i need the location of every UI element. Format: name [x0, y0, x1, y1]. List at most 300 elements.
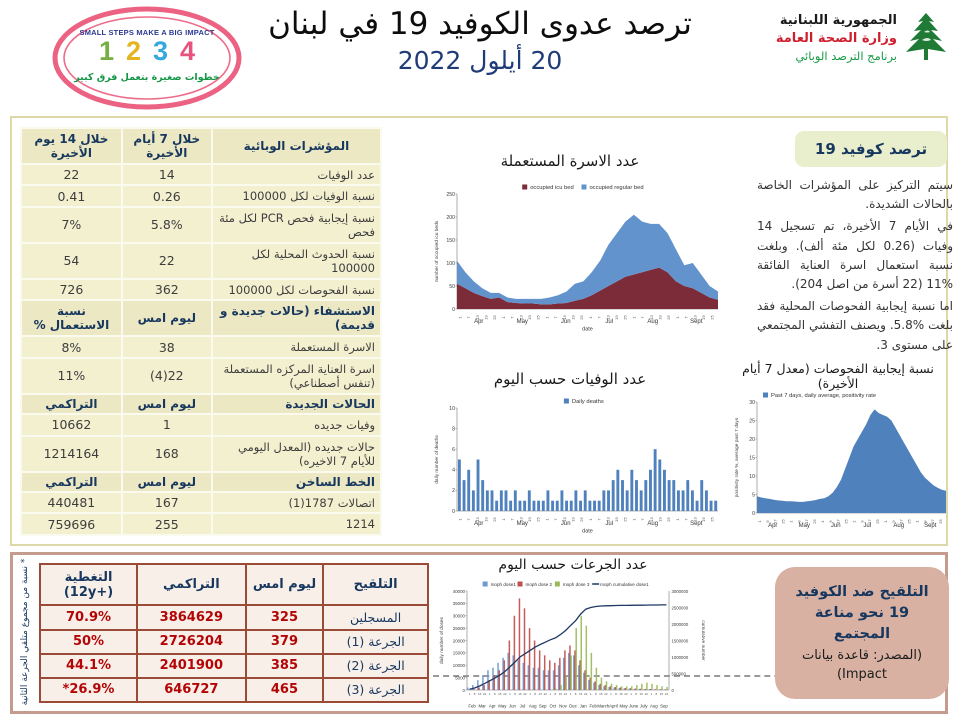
svg-text:13: 13: [561, 517, 567, 522]
vacc-data-row: [40, 678, 428, 702]
svg-text:1: 1: [819, 520, 825, 523]
epi-data-row: [21, 436, 381, 472]
epi-section-row: [21, 300, 381, 336]
epi-data-row: [21, 358, 381, 394]
stamp-numbers: [52, 36, 242, 67]
summary-paragraph: في الأيام 7 الأخيرة، تم تسجيل 14 وفيات (0.26 لكل مئة ألف). وبلغت نسبة استعمال اسرة العناية الفائقة %11 (22 أسرة من اصل 204).: [757, 219, 953, 291]
svg-text:19: 19: [613, 517, 619, 522]
table-cell: 1214: [212, 513, 381, 535]
stamp-slogan-en: SMALL STEPS MAKE A BIG IMPACT: [79, 28, 215, 37]
svg-text:occupied icu bed: occupied icu bed: [530, 185, 574, 191]
svg-text:35000: 35000: [452, 601, 465, 607]
svg-text:Feb: Feb: [589, 703, 597, 709]
table-cell: 726: [21, 279, 122, 300]
svg-text:Jul: Jul: [863, 523, 872, 529]
svg-text:9: 9: [764, 520, 770, 523]
svg-text:17: 17: [772, 519, 778, 524]
svg-text:June: June: [628, 703, 639, 709]
svg-text:Oct: Oct: [549, 703, 557, 709]
svg-text:Feb: Feb: [468, 703, 476, 709]
svg-text:15: 15: [578, 692, 583, 696]
svg-text:13: 13: [518, 517, 524, 522]
svg-text:1: 1: [569, 692, 572, 696]
svg-text:22: 22: [523, 692, 527, 696]
svg-text:Jul: Jul: [519, 703, 526, 709]
svg-text:date: date: [582, 326, 593, 332]
svg-text:25: 25: [709, 315, 715, 320]
svg-text:Apr: Apr: [474, 521, 484, 527]
svg-text:25000: 25000: [452, 625, 465, 631]
svg-text:number of occupied icu beds: number of occupied icu beds: [435, 220, 440, 283]
svg-text:1: 1: [457, 518, 463, 521]
table-cell: 22(4): [122, 358, 212, 394]
surveillance-heading-box: [795, 131, 947, 167]
table-cell: 0.26: [122, 185, 212, 206]
svg-text:25: 25: [875, 519, 881, 524]
svg-text:15: 15: [558, 692, 563, 696]
svg-text:8: 8: [615, 692, 617, 696]
table-cell: التراكمي: [137, 564, 246, 605]
svg-text:Jun: Jun: [560, 319, 571, 325]
table-cell: الخط الساخن: [212, 472, 381, 492]
svg-text:May: May: [516, 521, 528, 527]
svg-text:22: 22: [604, 692, 608, 696]
svg-text:1: 1: [674, 316, 680, 319]
svg-text:1: 1: [544, 518, 550, 521]
occupied-beds-chart: [432, 180, 724, 332]
svg-text:22: 22: [543, 692, 547, 696]
svg-text:daily number of deaths: daily number of deaths: [435, 435, 440, 484]
svg-text:Apr: Apr: [768, 523, 778, 529]
svg-text:7: 7: [683, 518, 689, 521]
svg-text:1: 1: [509, 692, 511, 696]
svg-text:13: 13: [648, 517, 654, 522]
table-cell: ليوم امس: [122, 394, 212, 414]
svg-text:4: 4: [452, 467, 455, 474]
table-cell: 2726204: [137, 630, 246, 654]
svg-text:8: 8: [493, 692, 496, 696]
svg-text:15: 15: [498, 692, 502, 696]
summary-paragraph: سيتم التركيز على المؤشرات الخاصة بالحالات الشديدة.: [757, 178, 953, 212]
svg-text:Sept: Sept: [690, 521, 703, 527]
svg-text:19: 19: [613, 315, 619, 320]
table-cell: 54: [21, 243, 122, 279]
svg-text:17: 17: [804, 519, 810, 524]
svg-text:Aug: Aug: [647, 521, 659, 527]
svg-text:9: 9: [922, 520, 928, 523]
epi-data-row: [21, 243, 381, 279]
table-cell: اتصالات 1787(1): [212, 492, 381, 513]
table-cell: التغطية (+12y): [40, 564, 137, 605]
svg-text:Sept: Sept: [924, 523, 937, 529]
svg-text:13: 13: [692, 315, 698, 320]
svg-text:17: 17: [835, 519, 841, 524]
svg-text:25: 25: [843, 519, 849, 524]
stamp-slogan-ar: خطوات صغيرة بتعمل فرق كبير: [74, 72, 220, 83]
svg-text:25: 25: [666, 517, 672, 522]
svg-text:1: 1: [468, 692, 471, 696]
svg-text:1: 1: [756, 520, 762, 523]
svg-text:7: 7: [640, 518, 646, 521]
surveillance-summary: [757, 176, 953, 358]
epi-data-row: [21, 492, 381, 513]
svg-text:Jun: Jun: [560, 521, 571, 527]
svg-text:May: May: [619, 703, 628, 709]
svg-text:25: 25: [666, 315, 672, 320]
svg-text:15: 15: [749, 455, 755, 462]
svg-text:1: 1: [500, 518, 506, 521]
svg-text:25: 25: [812, 519, 818, 524]
svg-text:13: 13: [605, 315, 611, 320]
stamp-number-1: 1: [98, 36, 114, 66]
svg-text:1: 1: [587, 316, 593, 319]
svg-text:9: 9: [890, 520, 896, 523]
table-cell: خلال 7 أيام الأخيرة: [122, 128, 212, 164]
svg-text:22: 22: [563, 692, 568, 696]
table-cell: نسبة إيجابية فحص PCR لكل مئة فحص: [212, 207, 381, 243]
table-cell: 44.1%: [40, 654, 137, 678]
svg-text:13: 13: [474, 315, 480, 320]
svg-text:1: 1: [488, 692, 491, 696]
table-cell: الجرعة (2): [323, 654, 428, 678]
svg-text:8: 8: [655, 692, 658, 696]
svg-text:9: 9: [859, 520, 865, 523]
svg-text:15: 15: [659, 692, 664, 696]
svg-text:25: 25: [535, 315, 541, 320]
svg-text:1: 1: [914, 520, 920, 523]
doses-chart-title: عدد الجرعات حسب اليوم: [498, 557, 648, 573]
svg-text:1: 1: [650, 692, 653, 696]
svg-text:1: 1: [587, 518, 593, 521]
svg-text:moph dose1: moph dose1: [490, 582, 516, 587]
svg-text:30: 30: [749, 399, 755, 406]
svg-text:13: 13: [474, 517, 480, 522]
svg-text:May: May: [798, 523, 810, 529]
svg-text:30000: 30000: [452, 613, 465, 619]
svg-text:8: 8: [452, 426, 455, 433]
svg-text:1: 1: [882, 520, 888, 523]
svg-text:200: 200: [446, 214, 455, 221]
table-cell: نسبة الوفيات لكل 100000: [212, 185, 381, 206]
svg-text:7: 7: [596, 518, 602, 521]
svg-text:April: April: [609, 703, 618, 709]
svg-text:Sep: Sep: [660, 703, 668, 709]
svg-text:2500000: 2500000: [671, 605, 689, 611]
svg-text:25: 25: [749, 418, 755, 425]
svg-text:25: 25: [622, 517, 628, 522]
svg-text:Jul: Jul: [605, 521, 614, 527]
epi-data-row: [21, 279, 381, 300]
svg-text:8: 8: [594, 692, 597, 696]
svg-text:15: 15: [477, 692, 482, 696]
svg-text:7: 7: [683, 316, 689, 319]
svg-text:moph dose 2: moph dose 2: [525, 582, 553, 587]
table-cell: 325: [246, 605, 324, 629]
svg-text:19: 19: [657, 315, 663, 320]
svg-text:July: July: [639, 703, 648, 709]
svg-text:7: 7: [596, 316, 602, 319]
epi-data-row: [21, 414, 381, 435]
stamp-number-4: 4: [180, 36, 196, 66]
epi-indicators-table: [20, 127, 382, 536]
svg-text:Mar: Mar: [478, 703, 486, 709]
table-cell: 22: [21, 164, 122, 185]
svg-text:5000: 5000: [455, 675, 465, 681]
svg-text:19: 19: [570, 517, 576, 522]
report-date: 20 أيلول 2022: [397, 46, 563, 75]
stamp-number-2: 2: [125, 36, 141, 66]
epi-header-row: [21, 128, 381, 164]
svg-text:Jan: Jan: [579, 703, 587, 709]
table-cell: التلقيح: [323, 564, 428, 605]
svg-text:7: 7: [553, 316, 559, 319]
svg-text:25: 25: [622, 315, 628, 320]
svg-text:1: 1: [589, 692, 592, 696]
cedar-tree-icon: [904, 12, 948, 64]
table-cell: التراكمي: [21, 394, 122, 414]
svg-text:7: 7: [466, 316, 472, 319]
svg-text:22: 22: [503, 692, 507, 696]
small-steps-stamp-logo: [52, 6, 242, 110]
vaccine-footnote-vertical: * نسبة من مجموع متلقي الجرعة الثانية: [20, 558, 30, 706]
epi-section-row: [21, 472, 381, 492]
svg-text:17: 17: [898, 519, 904, 524]
epi-section-row: [21, 394, 381, 414]
epi-data-row: [21, 207, 381, 243]
svg-text:1: 1: [630, 692, 632, 696]
svg-text:15: 15: [538, 692, 542, 696]
table-cell: الحالات الجديدة: [212, 394, 381, 414]
table-cell: المؤشرات الوبائية: [212, 128, 381, 164]
moph-text: [776, 12, 897, 64]
vacc-data-row: [40, 654, 428, 678]
table-cell: 646727: [137, 678, 246, 702]
table-cell: 70.9%: [40, 605, 137, 629]
svg-text:1: 1: [851, 520, 857, 523]
table-cell: 0.41: [21, 185, 122, 206]
svg-text:1: 1: [674, 518, 680, 521]
table-cell: 379: [246, 630, 324, 654]
svg-text:10: 10: [749, 473, 755, 480]
epi-data-row: [21, 164, 381, 185]
table-cell: 440481: [21, 492, 122, 513]
svg-text:date: date: [582, 528, 593, 534]
svg-text:7: 7: [509, 518, 515, 521]
svg-text:25: 25: [492, 517, 498, 522]
svg-text:1: 1: [457, 316, 463, 319]
table-cell: خلال 14 يوم الأخيرة: [21, 128, 122, 164]
svg-text:20000: 20000: [452, 638, 465, 644]
svg-text:9: 9: [827, 520, 833, 523]
svg-text:1: 1: [529, 692, 531, 696]
vacc-data-row: [40, 630, 428, 654]
svg-text:40000: 40000: [452, 588, 465, 594]
svg-text:500000: 500000: [671, 671, 686, 677]
svg-text:22: 22: [644, 692, 648, 696]
vaccination-message: التلقيح ضد الكوفيد 19 نحو مناعة المجتمع: [795, 584, 929, 643]
svg-text:1: 1: [788, 520, 794, 523]
deaths-chart-title: عدد الوفيات حسب اليوم: [493, 370, 647, 388]
svg-text:7: 7: [466, 518, 472, 521]
svg-text:25: 25: [938, 519, 944, 524]
svg-text:1: 1: [631, 316, 637, 319]
svg-text:25: 25: [709, 517, 715, 522]
svg-text:8: 8: [534, 692, 537, 696]
svg-text:1: 1: [544, 316, 550, 319]
svg-text:25: 25: [579, 315, 585, 320]
table-cell: 10662: [21, 414, 122, 435]
table-cell: المسجلين: [323, 605, 428, 629]
daily-deaths-chart: [432, 394, 724, 534]
svg-text:Aug: Aug: [650, 703, 658, 709]
vaccination-message-box: [775, 567, 949, 699]
vaccination-table-wrap: [39, 563, 429, 703]
svg-text:0: 0: [462, 687, 465, 693]
vacc-data-row: [40, 605, 428, 629]
table-cell: 3864629: [137, 605, 246, 629]
svg-text:cumulative number: cumulative number: [700, 620, 705, 661]
svg-text:8: 8: [635, 692, 638, 696]
svg-text:15: 15: [599, 692, 603, 696]
table-cell: 167: [122, 492, 212, 513]
svg-text:17: 17: [930, 519, 936, 524]
svg-text:25: 25: [579, 517, 585, 522]
svg-text:Apr: Apr: [488, 703, 496, 709]
svg-text:25: 25: [535, 517, 541, 522]
svg-text:15: 15: [639, 692, 643, 696]
svg-text:15000: 15000: [452, 650, 465, 656]
table-cell: 50%: [40, 630, 137, 654]
svg-text:22: 22: [584, 692, 588, 696]
svg-text:100: 100: [446, 260, 455, 267]
surveillance-heading: ترصد كوفيد 19: [814, 140, 928, 158]
epi-table-wrap: [20, 127, 382, 536]
svg-text:Aug: Aug: [528, 703, 537, 709]
svg-text:19: 19: [526, 517, 532, 522]
table-cell: 1214164: [21, 436, 122, 472]
svg-text:Sept: Sept: [690, 319, 703, 325]
table-cell: 168: [122, 436, 212, 472]
table-cell: 385: [246, 654, 324, 678]
table-cell: 465: [246, 678, 324, 702]
table-cell: 38: [122, 336, 212, 357]
svg-text:7: 7: [509, 316, 515, 319]
table-cell: الاستشفاء (حالات جديدة و قديمة): [212, 300, 381, 336]
svg-text:moph cumulative dose1: moph cumulative dose1: [600, 582, 649, 587]
svg-text:2000000: 2000000: [671, 621, 689, 627]
moph-line-ministry: وزارة الصحة العامة: [775, 31, 897, 47]
svg-text:13: 13: [561, 315, 567, 320]
svg-text:5: 5: [752, 492, 755, 499]
vaccination-source: (المصدر: قاعدة بيانات Impact): [801, 648, 923, 682]
svg-text:moph dose 3: moph dose 3: [562, 582, 590, 587]
svg-text:25: 25: [906, 519, 912, 524]
table-cell: نسبة الاستعمال %: [21, 300, 122, 336]
svg-text:March: March: [597, 703, 610, 709]
svg-text:Nov: Nov: [559, 703, 567, 709]
svg-text:13: 13: [692, 517, 698, 522]
vaccination-panel: [10, 552, 948, 714]
table-cell: الجرعة (3): [323, 678, 428, 702]
table-cell: 26.9%*: [40, 678, 137, 702]
svg-text:10000: 10000: [452, 663, 465, 669]
table-cell: حالات جديده (المعدل اليومي للأيام 7 الاخيره): [212, 436, 381, 472]
svg-text:Jun: Jun: [508, 703, 516, 709]
moph-line-republic: الجمهورية اللبنانية: [779, 13, 897, 28]
stamp-number-3: 3: [153, 36, 169, 66]
table-cell: ليوم امس: [246, 564, 324, 605]
svg-text:0: 0: [452, 508, 455, 515]
surveillance-panel: [10, 116, 953, 546]
table-cell: وفيات جديده: [212, 414, 381, 435]
table-cell: 1: [122, 414, 212, 435]
svg-text:22: 22: [664, 692, 669, 696]
svg-text:19: 19: [657, 517, 663, 522]
svg-text:9: 9: [796, 520, 802, 523]
table-cell: عدد الوفيات: [212, 164, 381, 185]
svg-text:15: 15: [518, 692, 522, 696]
svg-text:13: 13: [605, 517, 611, 522]
svg-text:150: 150: [446, 237, 455, 244]
table-cell: ليوم امس: [122, 472, 212, 492]
svg-text:2: 2: [452, 488, 455, 495]
svg-text:0: 0: [671, 687, 674, 693]
svg-text:8: 8: [473, 692, 476, 696]
table-cell: اسرة العناية المركزه المستعملة (تنفس أصطناعي): [212, 358, 381, 394]
table-cell: الجرعة (1): [323, 630, 428, 654]
svg-text:May: May: [498, 703, 507, 709]
svg-text:25: 25: [780, 519, 786, 524]
svg-text:Jun: Jun: [830, 523, 841, 529]
svg-text:13: 13: [518, 315, 524, 320]
svg-text:22: 22: [624, 692, 628, 696]
table-cell: 7%: [21, 207, 122, 243]
table-cell: 14: [122, 164, 212, 185]
svg-text:Daily deaths: Daily deaths: [571, 399, 604, 405]
table-cell: التراكمي: [21, 472, 122, 492]
table-cell: 255: [122, 513, 212, 535]
svg-text:250: 250: [446, 191, 455, 198]
table-cell: ليوم امس: [122, 300, 212, 336]
svg-text:8: 8: [574, 692, 577, 696]
svg-text:1000000: 1000000: [671, 654, 689, 660]
svg-text:occupied regular bed: occupied regular bed: [589, 185, 644, 191]
svg-text:Past 7 days, daily average, po: Past 7 days, daily average, positivity rate: [771, 393, 877, 399]
positivity-chart-title: نسبة إيجابية الفحوصات (معدل 7 أيام الأخيرة): [742, 361, 934, 391]
report-title-block: [255, 6, 705, 75]
svg-text:19: 19: [526, 315, 532, 320]
svg-text:1: 1: [610, 692, 612, 696]
svg-text:Apr: Apr: [474, 319, 484, 325]
svg-text:Aug: Aug: [893, 523, 905, 529]
svg-text:Sep: Sep: [538, 703, 547, 709]
table-cell: 5.8%: [122, 207, 212, 243]
svg-text:17: 17: [867, 519, 873, 524]
svg-text:8: 8: [554, 692, 557, 696]
svg-text:13: 13: [648, 315, 654, 320]
svg-text:1: 1: [500, 316, 506, 319]
svg-text:May: May: [516, 319, 528, 325]
epi-data-row: [21, 185, 381, 206]
svg-text:Aug: Aug: [647, 319, 659, 325]
svg-text:0: 0: [752, 510, 755, 517]
svg-text:25: 25: [492, 315, 498, 320]
table-cell: 11%: [21, 358, 122, 394]
svg-text:19: 19: [483, 517, 489, 522]
svg-text:20: 20: [749, 436, 755, 443]
svg-text:1: 1: [549, 692, 552, 696]
positivity-rate-chart: [732, 388, 952, 536]
